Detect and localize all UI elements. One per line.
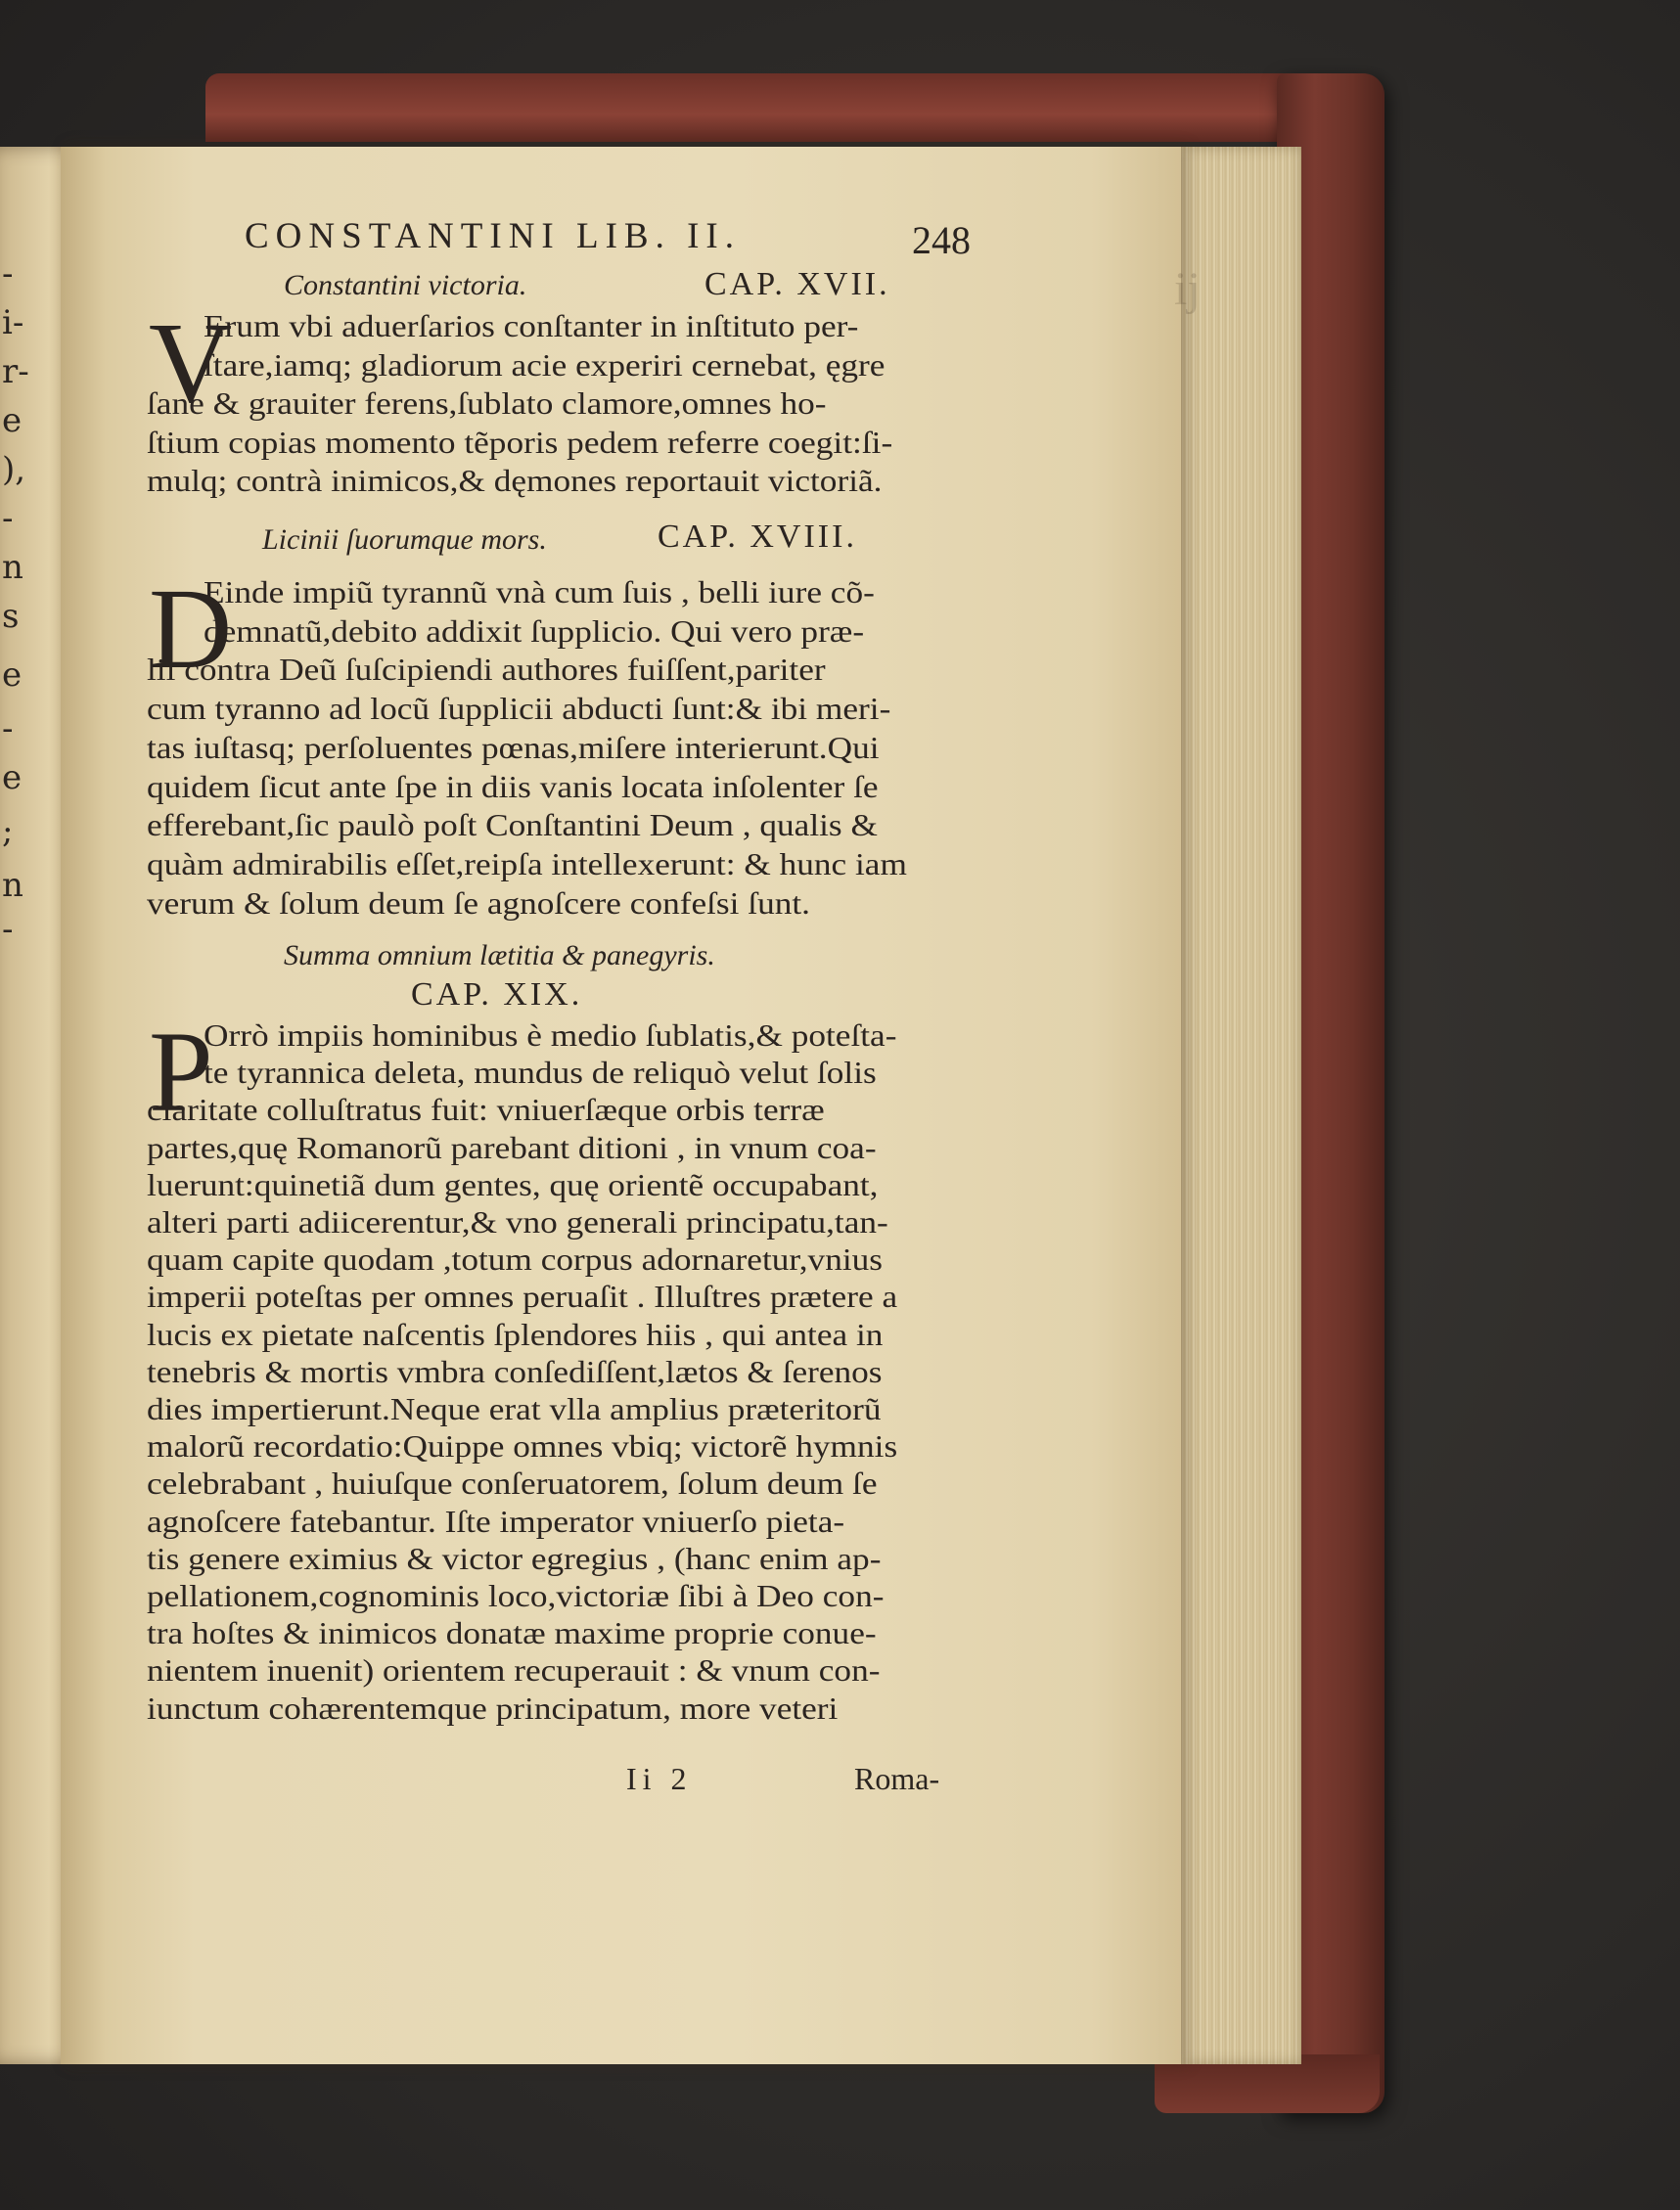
- left-page-fragment: ),: [2, 450, 26, 489]
- text-line: pellationem,cognominis loco,victoriæ ſibi à Deo con-: [147, 1579, 885, 1613]
- left-page-fragment: s: [2, 597, 20, 636]
- text-line: ſtare,iamq; gladiorum acie experiri cernebat, ęgre: [204, 347, 885, 383]
- left-page-fragment: r-: [2, 352, 29, 391]
- left-page-fragment: -: [2, 709, 14, 748]
- left-page-fragment: e: [2, 758, 23, 797]
- text-line: lii contra Deũ ſuſcipiendi authores fuiſſent,pariter: [147, 653, 826, 688]
- text-line: partes,quę Romanorũ parebant ditioni , in vnum coa-: [147, 1130, 877, 1165]
- text-line: malorũ recordatio:Quippe omnes vbiq; victorẽ hymnis: [147, 1429, 898, 1465]
- running-head: CONSTANTINI LIB. II.: [245, 216, 741, 256]
- page-number: 248: [912, 218, 971, 262]
- text-line: efferebant,ſic paulò poſt Conſtantini Deum , qualis &: [147, 808, 878, 843]
- left-page-fragment: ;: [2, 812, 14, 851]
- text-line: imperii poteſtas per omnes peruaſit . Illuſtres prætere a: [147, 1280, 898, 1315]
- text-line: dies impertierunt.Neque erat vlla amplius præteritorũ: [147, 1392, 882, 1426]
- text-line: ſtium copias momento tẽporis pedem referre coegit:ſi-: [147, 425, 893, 460]
- text-line: quàm admirabilis eſſet,reipſa intellexerunt: & hunc iam: [147, 846, 907, 881]
- text-line: tenebris & mortis vmbra conſediſſent,lætos & ſerenos: [147, 1354, 883, 1389]
- text-line: celebrabant , huiuſque conſeruatorem, ſolum deum ſe: [147, 1466, 878, 1502]
- left-page-fragment: -: [2, 910, 14, 949]
- left-page-fragment: n: [2, 866, 23, 905]
- text-line: quidem ſicut ante ſpe in diis vanis locata inſolenter ſe: [147, 769, 879, 804]
- signature-mark: Ii 2: [626, 1761, 693, 1796]
- text-line: mulq; contrà inimicos,& dęmones reportauit victoriã.: [147, 464, 883, 498]
- chapter-number: CAP. XIX.: [411, 976, 583, 1013]
- text-line: alteri parti adiicerentur,& vno generali principatu,tan-: [147, 1205, 888, 1240]
- text-line: tis genere eximius & victor egregius , (hanc enim ap-: [147, 1541, 882, 1576]
- text-line: verum & ſolum deum ſe agnoſcere confeſsi ſunt.: [147, 885, 810, 921]
- left-page-fragment: -: [2, 254, 14, 293]
- left-page-fragment: e: [2, 655, 23, 695]
- drop-initial: D: [149, 564, 233, 693]
- text-line: claritate colluſtratus fuit: vniuerſæque orbis terræ: [147, 1093, 825, 1128]
- text-line: Orrò impiis hominibus è medio ſublatis,& poteſta-: [204, 1018, 897, 1053]
- left-page-fragment: e: [2, 401, 23, 440]
- text-line: te tyrannica deleta, mundus de reliquò velut ſolis: [204, 1056, 877, 1091]
- text-line: Erum vbi aduerſarios conſtanter in inſtituto per-: [204, 309, 859, 343]
- drop-initial: P: [149, 1008, 213, 1136]
- chapter-number: CAP. XVII.: [704, 266, 890, 302]
- text-line: luerunt:quinetiã dum gentes, quę orientẽ occupabant,: [147, 1167, 879, 1202]
- text-line: tas iuſtasq; perſoluentes pœnas,miſere interierunt.Qui: [147, 730, 880, 765]
- text-line: lucis ex pietate naſcentis ſplendores hiis , qui antea in: [147, 1317, 884, 1352]
- show-through-mark: ij: [1174, 263, 1201, 315]
- text-line: ſane & grauiter ferens,ſublato clamore,omnes ho-: [147, 386, 827, 421]
- chapter-number: CAP. XVIII.: [658, 519, 857, 555]
- text-line: nientem inuenit) orientem recuperauit : & vnum con-: [147, 1653, 881, 1689]
- book-cover-top: [205, 73, 1370, 142]
- left-page-fragment: n: [2, 548, 23, 587]
- left-page-fragment: -: [2, 499, 14, 538]
- chapter-title: Summa omnium lætitia & panegyris.: [284, 939, 715, 971]
- text-line: iunctum cohærentemque principatum, more veteri: [147, 1691, 839, 1726]
- drop-initial: V: [149, 298, 233, 427]
- catchword: Roma-: [854, 1761, 940, 1796]
- text-line: quam capite quodam ,totum corpus adornaretur,vnius: [147, 1242, 884, 1278]
- text-line: agnoſcere fatebantur. Iſte imperator vniuerſo pieta-: [147, 1504, 845, 1539]
- text-line: Einde impiũ tyrannũ vnà cum ſuis , belli iure cõ-: [204, 575, 875, 609]
- text-line: cum tyranno ad locũ ſupplicii abducti ſunt:& ibi meri-: [147, 692, 891, 727]
- left-page-fragment: i-: [2, 303, 24, 342]
- chapter-title: Licinii ſuorumque mors.: [262, 523, 547, 556]
- chapter-title: Constantini victoria.: [284, 269, 527, 301]
- text-line: demnatũ,debito addixit ſupplicio. Qui vero præ-: [204, 613, 865, 649]
- text-line: tra hoſtes & inimicos donatæ maxime proprie conue-: [147, 1616, 877, 1651]
